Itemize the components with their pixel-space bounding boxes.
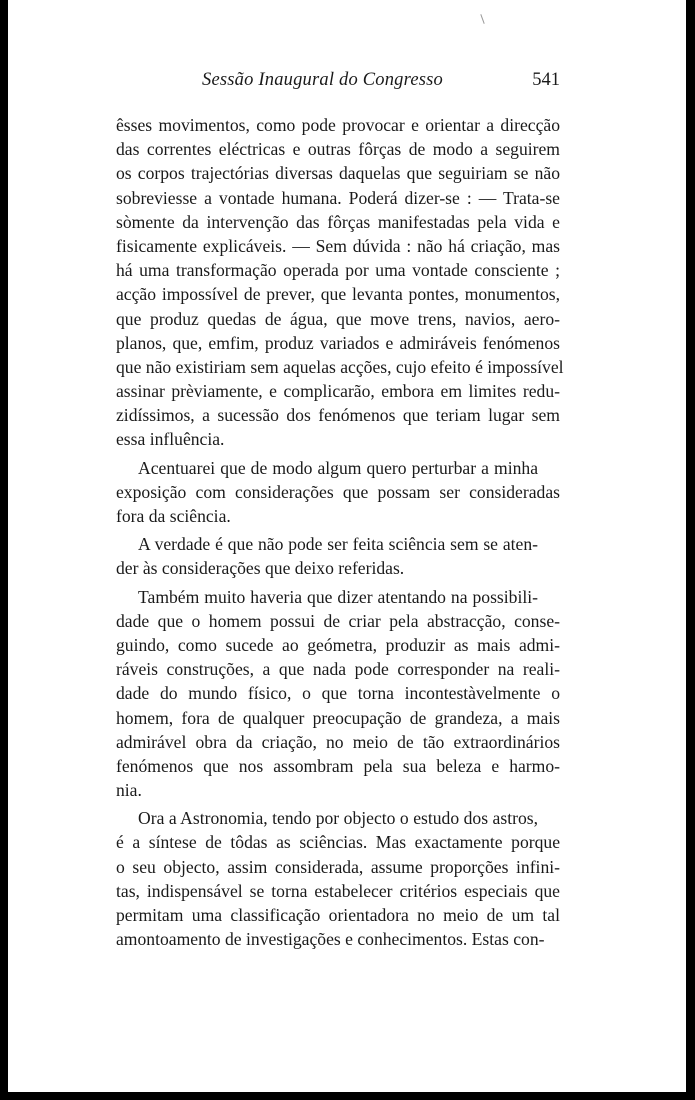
text-line: Também muito haveria que dizer atentando na possibili- — [138, 586, 538, 607]
text-line: fisicamente explicáveis. — Sem dúvida : não há criação, mas — [116, 235, 560, 256]
text-line: der às considerações que deixo referidas. — [116, 558, 405, 579]
text-line: zidíssimos, a sucessão dos fenómenos que teriam lugar sem — [116, 405, 560, 426]
scan-border-bottom — [0, 1092, 695, 1100]
paragraph — [116, 585, 560, 803]
text-line: nia. — [116, 780, 142, 801]
text-line: acção impossível de prever, que levanta pontes, monumentos, — [116, 284, 560, 305]
text-line: assinar prèviamente, e complicarão, embora em limites redu- — [116, 381, 560, 402]
running-title: Sessão Inaugural do Congresso — [202, 70, 443, 90]
text-line: êsses movimentos, como pode provocar e orientar a direcção — [116, 115, 560, 135]
text-line: que produz quedas de água, que move trens, navios, aero- — [116, 308, 560, 329]
text-line: fora da sciência. — [116, 506, 231, 526]
text-line: homem, fora de qualquer preocupação de grandeza, a mais — [116, 707, 560, 728]
text-line: A verdade é que não pode ser feita sciência sem se aten- — [138, 534, 538, 555]
text-line: essa influência. — [116, 429, 225, 450]
text-line: sòmente da intervenção das fôrças manifestadas pela vida e — [116, 211, 560, 232]
scan-border-left — [0, 0, 8, 1100]
text-line: Acentuarei que de modo algum quero perturbar a minha — [138, 457, 538, 478]
paragraph — [116, 532, 560, 580]
text-line: admirável obra da criação, no meio de tão extraordinários — [116, 731, 560, 752]
text-line: planos, que, emfim, produz variados e admiráveis fenómenos — [116, 332, 560, 353]
text-line: dade do mundo físico, o que torna incontestàvelmente o — [116, 683, 560, 704]
paragraph — [116, 456, 560, 529]
text-line: dade que o homem possui de criar pela abstracção, conse- — [116, 610, 560, 631]
text-line: fenómenos que nos assombram pela sua beleza e harmo- — [116, 755, 560, 776]
page-header — [116, 70, 560, 96]
text-line: o seu objecto, assim considerada, assume proporções infini- — [116, 856, 560, 877]
body-text — [116, 113, 564, 951]
text-line: permitam uma classificação orientadora no meio de um tal — [116, 905, 560, 925]
text-line: ráveis construções, a que nada pode corresponder na reali- — [116, 659, 560, 680]
text-line: que não existiriam sem aquelas acções, cujo efeito é impossível — [116, 356, 564, 377]
scan-speck — [480, 14, 484, 24]
text-line: Ora a Astronomia, tendo por objecto o estudo dos astros, — [138, 808, 538, 829]
text-line: das correntes eléctricas e outras fôrças de modo a seguirem — [116, 139, 560, 160]
text-line: guindo, como sucede ao geómetra, produzir as mais admi- — [116, 634, 560, 655]
text-line: amontoamento de investigações e conhecimentos. Estas con- — [116, 929, 545, 950]
paragraph — [116, 113, 564, 452]
text-line: exposição com considerações que possam ser consideradas — [116, 481, 560, 502]
text-line: é a síntese de tôdas as sciências. Mas exactamente porque — [116, 832, 560, 853]
text-line: há uma transformação operada por uma vontade consciente ; — [116, 260, 560, 281]
scan-border-right — [686, 0, 695, 1100]
paragraph — [116, 806, 560, 951]
text-line: sobreviesse a vontade humana. Poderá dizer-se : — Trata-se — [116, 187, 560, 208]
text-line: os corpos trajectórias diversas daquelas que seguiriam se não — [116, 163, 560, 184]
text-line: tas, indispensável se torna estabelecer critérios especiais que — [116, 880, 560, 901]
page-number: 541 — [532, 70, 560, 90]
